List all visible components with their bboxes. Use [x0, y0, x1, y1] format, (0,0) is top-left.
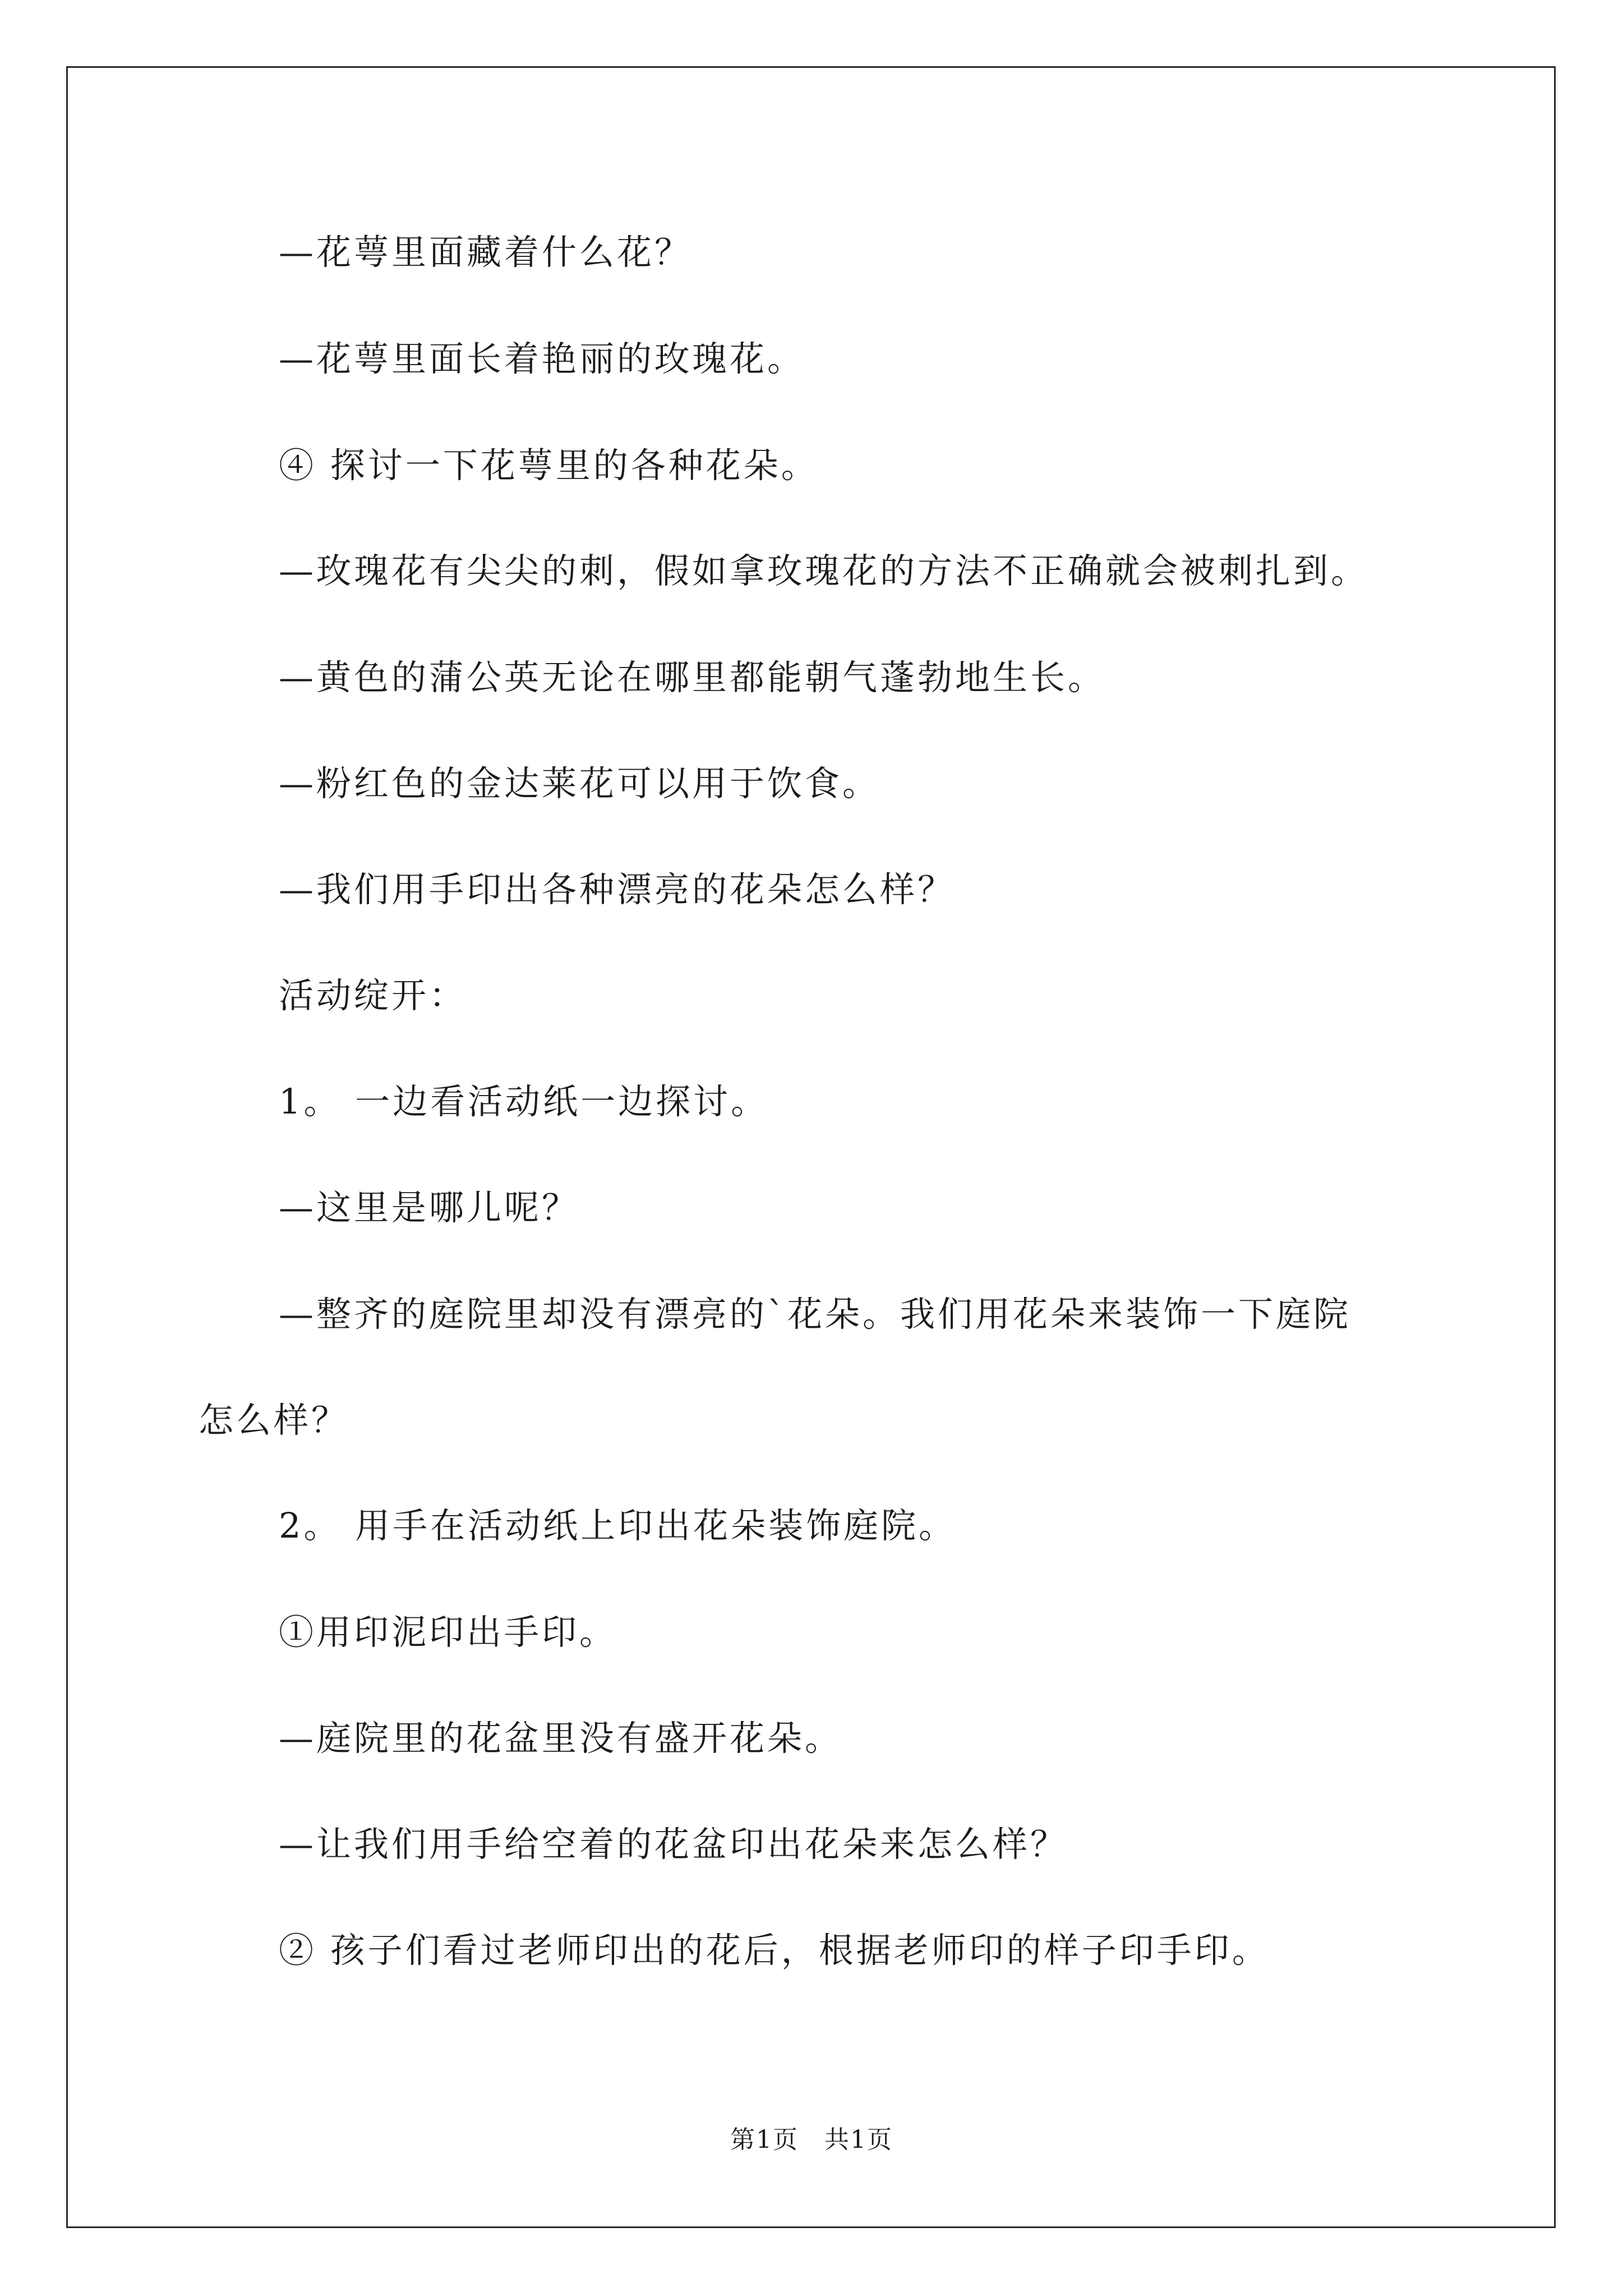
- section-heading: 活动绽开：: [279, 975, 467, 1016]
- text-line: —粉红色的金达莱花可以用于饮食。: [279, 763, 880, 804]
- text-line: —玫瑰花有尖尖的刺，假如拿玫瑰花的方法不正确就会被刺扎到。: [279, 550, 1369, 591]
- text-line: —花萼里面长着艳丽的玫瑰花。: [279, 338, 805, 379]
- text-line: 2。 用手在活动纸上印出花朵装饰庭院。: [279, 1505, 957, 1546]
- page-number-footer: 第1页 共1页: [730, 2125, 893, 2154]
- text-line: —黄色的蒲公英无论在哪里都能朝气蓬勃地生长。: [279, 657, 1106, 698]
- text-line: 1。 一边看活动纸一边探讨。: [279, 1081, 769, 1122]
- text-line: —整齐的庭院里却没有漂亮的`花朵。我们用花朵来装饰一下庭院: [279, 1294, 1352, 1335]
- text-line: ② 孩子们看过老师印出的花后，根据老师印的样子印手印。: [279, 1930, 1270, 1971]
- text-line: —这里是哪儿呢？: [279, 1187, 580, 1228]
- page-border: [66, 66, 1556, 2228]
- text-line: ④ 探讨一下花萼里的各种花朵。: [279, 445, 819, 486]
- text-line: 怎么样？: [199, 1400, 349, 1441]
- text-line: —让我们用手给空着的花盆印出花朵来怎么样？: [279, 1824, 1068, 1865]
- text-line: ①用印泥印出手印。: [279, 1612, 617, 1653]
- text-line: —我们用手印出各种漂亮的花朵怎么样？: [279, 869, 956, 910]
- text-line: —庭院里的花盆里没有盛开花朵。: [279, 1718, 843, 1759]
- text-line: —花萼里面藏着什么花？: [279, 232, 693, 273]
